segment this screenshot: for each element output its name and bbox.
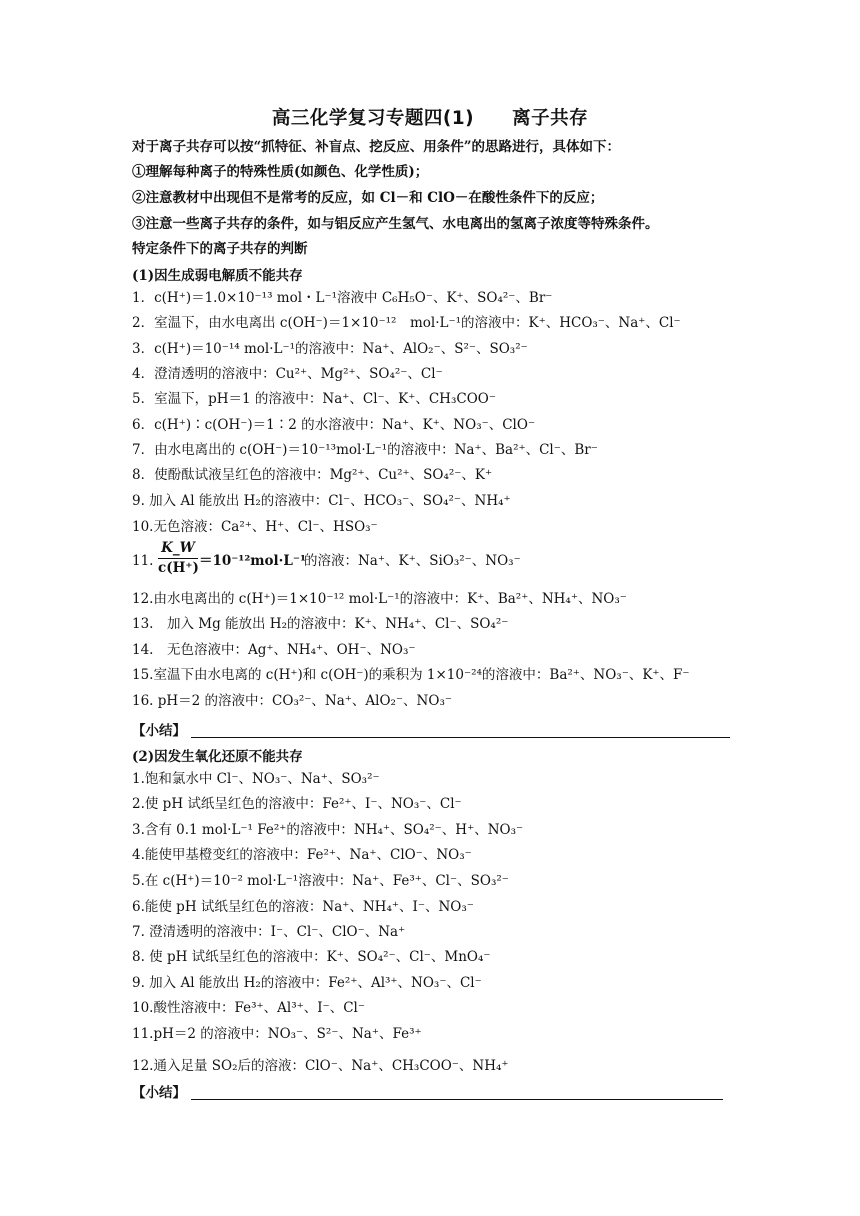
question-item: 12.通入足量 SO₂后的溶液：ClO⁻、Na⁺、CH₃COO⁻、NH₄⁺ bbox=[132, 1058, 509, 1074]
fraction-bar bbox=[158, 558, 198, 559]
question-item: 6.能使 pH 试纸呈红色的溶液：Na⁺、NH₄⁺、I⁻、NO₃⁻ bbox=[132, 899, 474, 915]
question-item: 8．使酚酞试液呈红色的溶液中：Mg²⁺、Cu²⁺、SO₄²⁻、K⁺ bbox=[132, 467, 493, 483]
intro-line: 对于离子共存可以按“抓特征、补盲点、挖反应、用条件”的思路进行，具体如下： bbox=[132, 139, 621, 155]
summary-label: 【小结】 bbox=[132, 1085, 186, 1101]
question-item: 4．澄清透明的溶液中：Cu²⁺、Mg²⁺、SO₄²⁻、Cl⁻ bbox=[132, 366, 443, 382]
summary-blank[interactable] bbox=[191, 737, 730, 738]
section-heading: (2)因发生氧化还原不能共存 bbox=[132, 749, 303, 765]
fraction-numerator: K_W bbox=[161, 540, 195, 556]
question-item: 8. 使 pH 试纸呈红色的溶液中：K⁺、SO₄²⁻、Cl⁻、MnO₄⁻ bbox=[132, 949, 491, 965]
question-item: 13. 加入 Mg 能放出 H₂的溶液中：K⁺、NH₄⁺、Cl⁻、SO₄²⁻ bbox=[132, 616, 509, 632]
section-heading: (1)因生成弱电解质不能共存 bbox=[132, 268, 303, 284]
question-item: 6．c(H⁺)∶c(OH⁻)＝1∶2 的水溶液中：Na⁺、K⁺、NO₃⁻、ClO⁻ bbox=[132, 417, 536, 433]
question-item: 9. 加入 Al 能放出 H₂的溶液中：Fe²⁺、Al³⁺、NO₃⁻、Cl⁻ bbox=[132, 975, 482, 991]
question-item: 7. 澄清透明的溶液中：I⁻、Cl⁻、ClO⁻、Na⁺ bbox=[132, 924, 406, 940]
question-item: 5.在 c(H⁺)＝10⁻² mol·L⁻¹溶液中：Na⁺、Fe³⁺、Cl⁻、SO₃²⁻ bbox=[132, 873, 509, 889]
question-item: 15.室温下由水电离的 c(H⁺)和 c(OH⁻)的乘积为 1×10⁻²⁴的溶液中：Ba²⁺、NO₃⁻、K⁺、F⁻ bbox=[132, 667, 690, 683]
kw-fraction bbox=[158, 540, 198, 577]
intro-line: ①理解每种离子的特殊性质(如颜色、化学性质)； bbox=[132, 164, 429, 180]
question-item: 3．c(H⁺)＝10⁻¹⁴ mol·L⁻¹的溶液中：Na⁺、AlO₂⁻、S²⁻、SO₃²⁻ bbox=[132, 341, 528, 357]
question-item: 11.pH＝2 的溶液中：NO₃⁻、S²⁻、Na⁺、Fe³⁺ bbox=[132, 1026, 422, 1042]
question-item: 10.酸性溶液中：Fe³⁺、Al³⁺、I⁻、Cl⁻ bbox=[132, 1000, 365, 1016]
question-item: 2.使 pH 试纸呈红色的溶液中：Fe²⁺、I⁻、NO₃⁻、Cl⁻ bbox=[132, 796, 462, 812]
summary-label: 【小结】 bbox=[132, 723, 186, 739]
question-item: 2．室温下，由水电离出 c(OH⁻)＝1×10⁻¹² mol·L⁻¹的溶液中：K⁺、HCO₃⁻、Na⁺、Cl⁻ bbox=[132, 315, 681, 331]
page-title: 高三化学复习专题四(1) 离子共存 bbox=[271, 108, 589, 129]
question-item: 的溶液：Na⁺、K⁺、SiO₃²⁻、NO₃⁻ bbox=[304, 553, 521, 569]
question-item: 1.饱和氯水中 Cl⁻、NO₃⁻、Na⁺、SO₃²⁻ bbox=[132, 771, 380, 787]
question-item: 1．c(H⁺)＝1.0×10⁻¹³ mol・L⁻¹溶液中 C₆H₅O⁻、K⁺、SO₄²⁻、Br⁻ bbox=[132, 290, 553, 306]
question-item: 3.含有 0.1 mol·L⁻¹ Fe²⁺的溶液中：NH₄⁺、SO₄²⁻、H⁺、NO₃⁻ bbox=[132, 822, 524, 838]
fraction-denominator: c(H⁺) bbox=[158, 560, 199, 576]
question-item: 5．室温下，pH＝1 的溶液中：Na⁺、Cl⁻、K⁺、CH₃COO⁻ bbox=[132, 391, 496, 407]
question-item: 16. pH＝2 的溶液中：CO₃²⁻、Na⁺、AlO₂⁻、NO₃⁻ bbox=[132, 693, 452, 709]
question-item: 4.能使甲基橙变红的溶液中：Fe²⁺、Na⁺、ClO⁻、NO₃⁻ bbox=[132, 847, 472, 863]
question-item: 10.无色溶液：Ca²⁺、H⁺、Cl⁻、HSO₃⁻ bbox=[132, 519, 378, 535]
question-item: 14. 无色溶液中：Ag⁺、NH₄⁺、OH⁻、NO₃⁻ bbox=[132, 642, 416, 658]
summary-blank[interactable] bbox=[191, 1099, 723, 1100]
intro-line: 特定条件下的离子共存的判断 bbox=[132, 241, 308, 257]
fraction-value: ＝10⁻¹²mol·L⁻¹ bbox=[199, 553, 306, 569]
intro-line: ③注意一些离子共存的条件，如与铝反应产生氢气、水电离出的氢离子浓度等特殊条件。 bbox=[132, 216, 659, 232]
question-item: 9. 加入 Al 能放出 H₂的溶液中：Cl⁻、HCO₃⁻、SO₄²⁻、NH₄⁺ bbox=[132, 493, 511, 509]
question-item: 7．由水电离出的 c(OH⁻)＝10⁻¹³mol·L⁻¹的溶液中：Na⁺、Ba²⁺、Cl⁻、Br⁻ bbox=[132, 442, 598, 458]
question-item: 12.由水电离出的 c(H⁺)＝1×10⁻¹² mol·L⁻¹的溶液中：K⁺、Ba²⁺、NH₄⁺、NO₃⁻ bbox=[132, 591, 627, 607]
intro-line: ②注意教材中出现但不是常考的反应，如 Cl－和 ClO－在酸性条件下的反应； bbox=[132, 190, 604, 206]
question-item-number: 11. bbox=[132, 553, 154, 569]
